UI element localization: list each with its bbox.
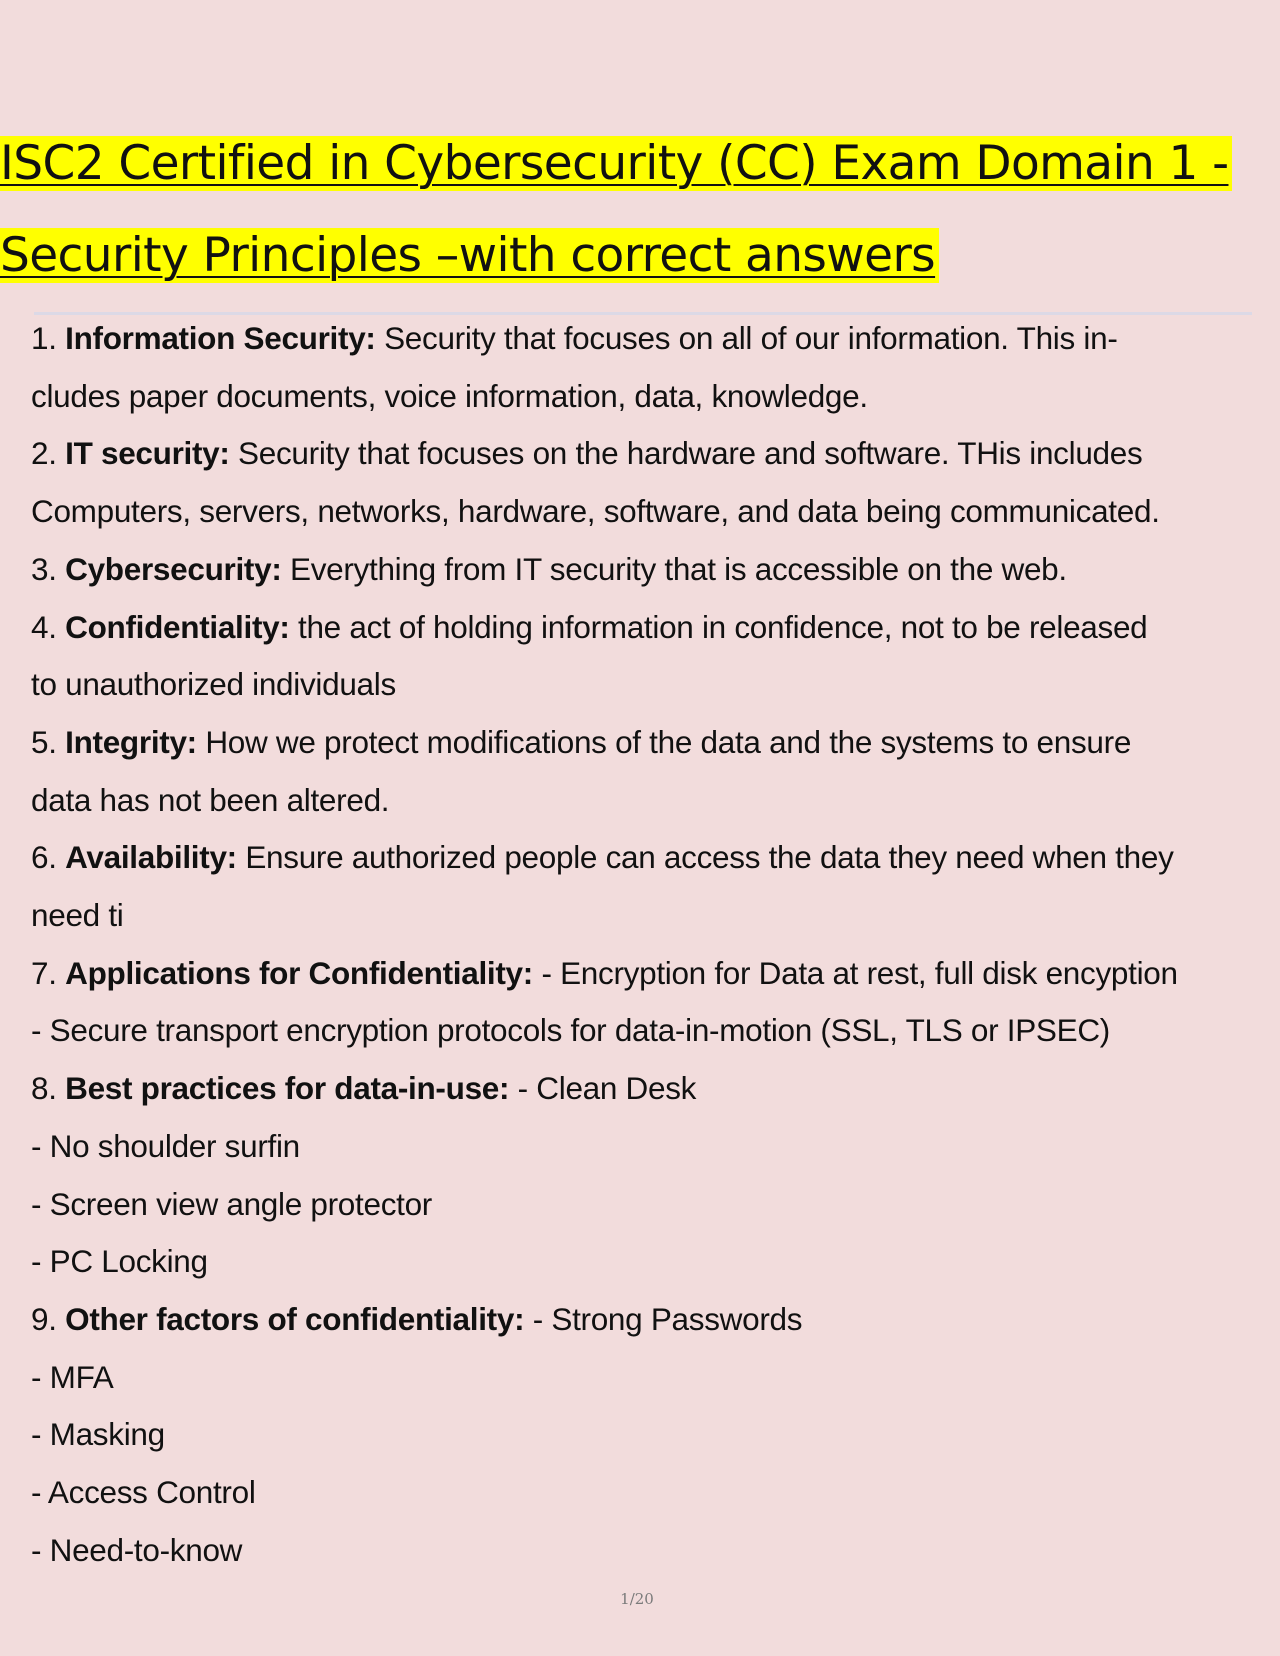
page-indicator: 1/20 [620,1590,654,1608]
entry-definition-line: - Access Control [31,1474,256,1511]
flashcard-entry-4 [31,599,1261,714]
entry-number: 4. [31,608,57,645]
entry-term: IT security: [65,435,230,472]
entry-number: 2. [31,435,57,472]
document-title-line-1: ISC2 Certified in Cybersecurity (CC) Exam Domain 1 - [0,136,1232,191]
entry-definition-line: need ti [31,897,124,934]
entry-definition-line: - Need-to-know [31,1531,243,1568]
entry-definition-line: Everything from IT security that is accessible on the web. [289,550,1067,587]
entry-definition-line: - Masking [31,1416,165,1453]
entry-definition-line: - Strong Passwords [532,1300,803,1337]
document-title [0,118,1270,302]
entry-term: Cybersecurity: [65,550,282,587]
entry-term: Other factors of confidentiality: [65,1300,525,1337]
entry-term: Integrity: [65,723,197,760]
entry-definition-line: - PC Locking [31,1243,208,1280]
entry-definition-line: Computers, servers, networks, hardware, software, and data being communicated. [31,493,1160,530]
entry-definition-line: - Screen view angle protector [31,1185,433,1222]
entry-definition-line: the act of holding information in confidence, not to be released [298,608,1148,645]
entry-number: 9. [31,1300,57,1337]
document-title-line-2: Security Principles –with correct answers [0,228,939,283]
entry-number: 3. [31,550,57,587]
flashcard-entry-1 [31,310,1261,425]
flashcard-list [31,310,1261,1579]
entry-definition-line: cludes paper documents, voice information, data, knowledge. [31,377,868,414]
flashcard-entry-3 [31,541,1261,599]
entry-number: 6. [31,839,57,876]
entry-term: Confidentiality: [65,608,290,645]
entry-definition-line: data has not been altered. [31,781,390,818]
entry-definition-line: to unauthorized individuals [31,666,396,703]
entry-term: Information Security: [65,320,376,356]
entry-definition-line: - Clean Desk [517,1070,697,1107]
entry-definition-line: How we protect modifications of the data and the systems to ensure [205,723,1132,760]
flashcard-entry-9 [31,1291,1261,1580]
entry-number: 7. [31,954,57,991]
flashcard-entry-2 [31,425,1261,540]
entry-definition-line: - No shoulder surfin [31,1127,300,1164]
flashcard-entry-6 [31,829,1261,944]
entry-number: 1. [31,320,57,356]
entry-term: Applications for Confidentiality: [65,954,533,991]
entry-definition-line: Security that focuses on all of our information. This in- [384,320,1118,356]
entry-definition-line: - Encryption for Data at rest, full disk encyption [541,954,1178,991]
entry-number: 5. [31,723,57,760]
flashcard-entry-8 [31,1060,1261,1291]
entry-number: 8. [31,1070,57,1107]
entry-definition-line: - Secure transport encryption protocols for data-in-motion (SSL, TLS or IPSEC) [31,1012,1110,1049]
entry-definition-line: - MFA [31,1358,114,1395]
entry-definition-line: Ensure authorized people can access the data they need when they [245,839,1174,876]
flashcard-entry-7 [31,945,1261,1060]
entry-term: Best practices for data-in-use: [65,1070,510,1107]
entry-term: Availability: [65,839,237,876]
flashcard-entry-5 [31,714,1261,829]
entry-definition-line: Security that focuses on the hardware and software. THis includes [238,435,1143,472]
